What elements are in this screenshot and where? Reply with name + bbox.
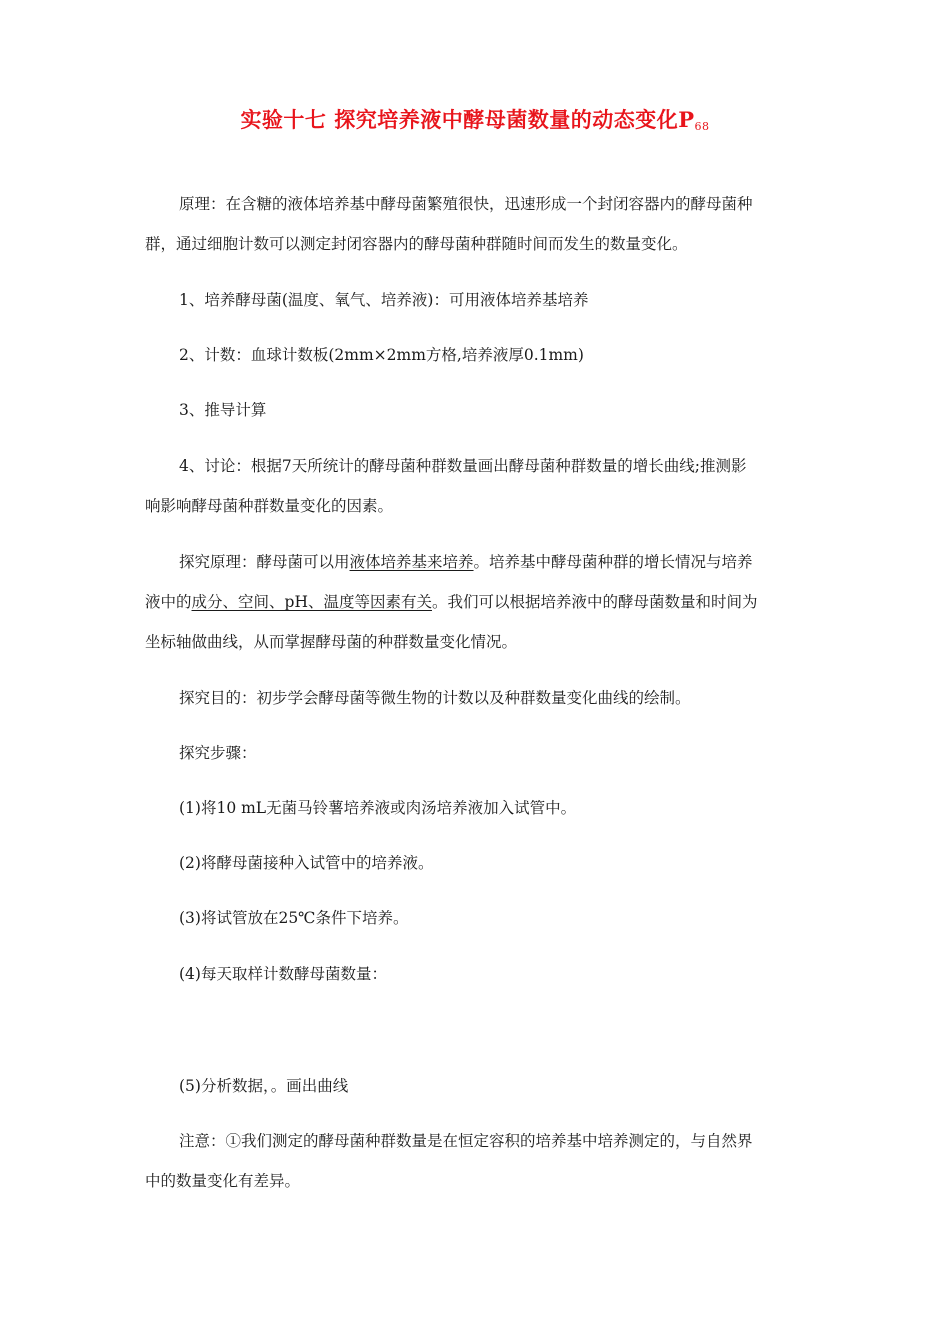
- principle-line-2: 群，通过细胞计数可以测定封闭容器内的酵母菌种群随时间而发生的数量变化。: [145, 235, 688, 253]
- step-4: [145, 954, 805, 994]
- principle-paragraph: [145, 184, 805, 264]
- purpose-text: 探究目的：初步学会酵母菌等微生物的计数以及种群数量变化曲线的绘制。: [179, 689, 691, 707]
- step-1: [145, 788, 805, 828]
- item-3: [145, 390, 805, 430]
- inquiry-principle-line-1: [145, 542, 805, 582]
- purpose-paragraph: [145, 678, 805, 718]
- inquiry-principle-paragraph: [145, 542, 805, 662]
- item-4-line-1: 4、讨论：根据7天所统计的酵母菌种群数量画出酵母菌种群数量的增长曲线;推测影: [179, 457, 747, 475]
- note-line-2: 中的数量变化有差异。: [145, 1172, 301, 1190]
- step-5-text: (5)分析数据，。画出曲线: [179, 1077, 349, 1095]
- underlined-phrase: 成分、空间、pH、温度等因素有关: [191, 593, 432, 611]
- steps-heading: [145, 733, 805, 773]
- step-3: [145, 898, 805, 938]
- page-title: [0, 104, 950, 134]
- item-2: [145, 335, 805, 375]
- principle-line-1: 原理：在含糖的液体培养基中酵母菌繁殖很快，迅速形成一个封闭容器内的酵母菌种: [179, 195, 753, 213]
- step-4-text: (4)每天取样计数酵母菌数量：: [179, 965, 387, 983]
- item-2-text: 2、计数：血球计数板(2mm×2mm方格,培养液厚0.1mm): [179, 346, 584, 364]
- step-3-text: (3)将试管放在25℃条件下培养。: [179, 909, 409, 927]
- step-2: [145, 843, 805, 883]
- item-3-text: 3、推导计算: [179, 401, 267, 419]
- note-line-1: 注意：①我们测定的酵母菌种群数量是在恒定容积的培养基中培养测定的，与自然界: [179, 1132, 753, 1150]
- underlined-phrase: 液体培养基来培养: [349, 553, 474, 571]
- step-5: [145, 1066, 805, 1106]
- inquiry-principle-text: 探究原理：酵母菌可以用: [179, 553, 350, 571]
- steps-heading-text: 探究步骤：: [179, 744, 257, 762]
- title-subscript: 68: [694, 120, 710, 133]
- inquiry-principle-text: 。培养基中酵母菌种群的增长情况与培养: [473, 553, 753, 571]
- title-text: 实验十七 探究培养液中酵母菌数量的动态变化P: [240, 107, 695, 132]
- item-1-text: 1、培养酵母菌(温度、氧气、培养液)：可用液体培养基培养: [179, 291, 589, 309]
- item-1: [145, 280, 805, 320]
- step-1-text: (1)将10 mL无菌马铃薯培养液或肉汤培养液加入试管中。: [179, 799, 577, 817]
- item-4-line-2: 响影响酵母菌种群数量变化的因素。: [145, 497, 394, 515]
- item-4: [145, 446, 805, 526]
- inquiry-principle-line-2: [145, 582, 805, 622]
- inquiry-principle-line-3: 坐标轴做曲线，从而掌握酵母菌的种群数量变化情况。: [145, 633, 518, 651]
- step-2-text: (2)将酵母菌接种入试管中的培养液。: [179, 854, 434, 872]
- inquiry-principle-text: 。我们可以根据培养液中的酵母菌数量和时间为: [431, 593, 758, 611]
- inquiry-principle-text: 液中的: [145, 593, 192, 611]
- note-paragraph: [145, 1121, 805, 1201]
